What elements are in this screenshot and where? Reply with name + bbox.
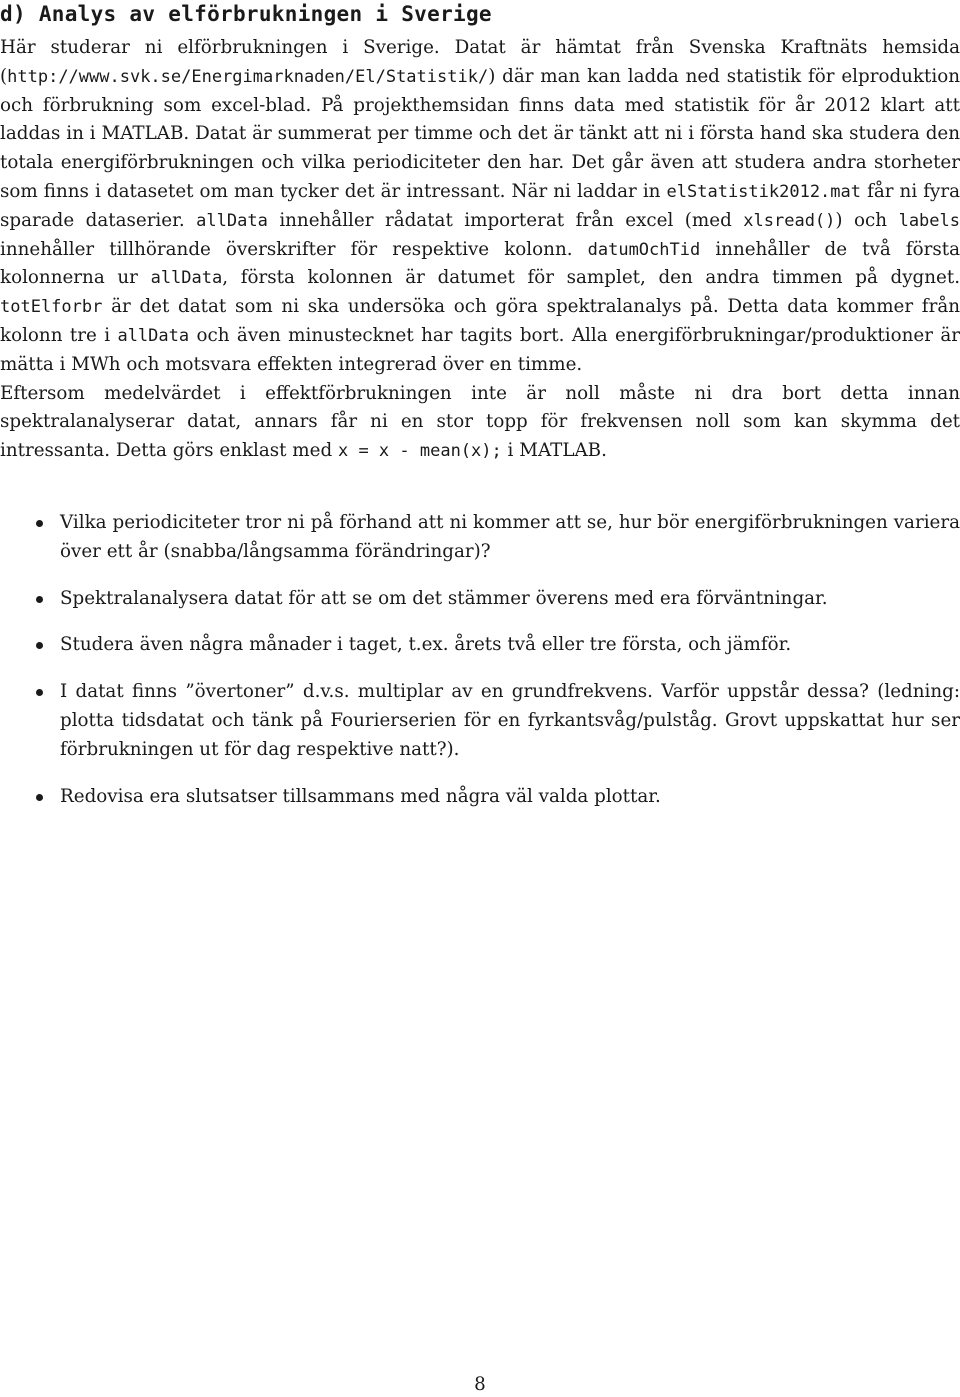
page-number: 8 — [474, 1374, 486, 1395]
list-item — [0, 585, 960, 614]
intro-text: ) där man kan ladda ned statistik för elproduktion och förbrukning som excel-blad. På projekthemsidan finns data med statistik för år 2012 klart att laddas in i MATLAB. Datat är summerat per timme och det är tänkt att ni i första hand ska studera den totala energiförbrukningen och vilka periodiciteter den har. Det går även att studera andra storheter som finns i datasetet om man tycker det är intressant. När ni laddar in — [0, 65, 960, 202]
intro-text: ) och — [835, 209, 899, 231]
list-item-text: Vilka periodiciteter tror ni på förhand att ni kommer att se, hur bör energiförbrukningen variera över ett år (snabba/långsamma förändringar)? — [60, 512, 960, 562]
task-list — [0, 509, 960, 829]
variable-alldata: allData — [150, 268, 223, 289]
paragraph-text: i MATLAB. — [501, 440, 607, 462]
list-item-text: Redovisa era slutsatser tillsammans med några väl valda plottar. — [60, 785, 661, 807]
list-item — [0, 509, 960, 567]
matlab-code-snippet: x = x - mean(x); — [337, 441, 502, 462]
intro-text: är det datat som ni ska undersöka och göra spektralanalys på. Detta data kommer från kolonn tre i — [0, 296, 960, 346]
list-item-text: Spektralanalysera datat för att se om det stämmer överens med era förväntningar. — [60, 587, 828, 609]
variable-datumochtid: datumOchTid — [587, 239, 701, 260]
bullet-icon — [36, 596, 43, 603]
variable-alldata: allData — [117, 325, 190, 346]
intro-text: får ni fyra sparade dataserier. — [0, 180, 960, 231]
list-item-text: Studera även några månader i taget, t.ex. årets två eller tre första, och jämför. — [60, 634, 792, 656]
variable-labels: labels — [898, 210, 960, 231]
mean-removal-paragraph — [0, 380, 960, 466]
bullet-icon — [36, 520, 43, 527]
bullet-icon — [36, 642, 43, 649]
intro-text: innehåller rådatat importerat från excel (med — [267, 209, 744, 231]
paragraph-text: Eftersom medelvärdet i effektförbrukningen inte är noll måste ni dra bort detta innan spektralanalyserar datat, annars får ni en stor topp för frekvensen noll som kan skymma det intressanta. Detta görs enklast med — [0, 382, 960, 462]
section-heading: d) Analys av elförbrukningen i Sverige — [0, 2, 492, 26]
list-item — [0, 678, 960, 764]
data-file-name: elStatistik2012.mat — [666, 181, 861, 202]
list-item — [0, 631, 960, 660]
function-xlsread: xlsread() — [743, 210, 836, 231]
intro-paragraph — [0, 34, 960, 380]
intro-text: och även minustecknet har tagits bort. Alla energiförbrukningar/produktioner är mätta i MWh och motsvara effekten integrerad över en timme. — [0, 324, 960, 375]
bullet-icon — [36, 689, 43, 696]
source-url: http://www.svk.se/Energimarknaden/El/Statistik/ — [7, 66, 489, 87]
intro-text: innehåller tillhörande överskrifter för respektive kolonn. — [0, 238, 588, 260]
bullet-icon — [36, 794, 43, 801]
intro-text: Här studerar ni elförbrukningen i Sverige. Datat är hämtat från Svenska Kraftnäts hemsida ( — [0, 37, 960, 87]
list-item — [0, 783, 960, 812]
intro-text: , första kolonnen är datumet för samplet, den andra timmen på dygnet. — [222, 267, 960, 289]
variable-totelforbr: totElforbr — [0, 297, 103, 318]
body-text — [0, 34, 960, 466]
variable-alldata: allData — [196, 210, 268, 231]
intro-text: innehåller de två första kolonnerna ur — [0, 238, 960, 289]
list-item-text: I datat finns ”övertoner” d.v.s. multiplar av en grundfrekvens. Varför uppstår dessa? (ledning: plotta tidsdatat och tänk på Fourierserien för en fyrkantsvåg/pulståg. Grovt uppskattat hur ser förbrukningen ut för dag respektive natt?). — [60, 681, 960, 760]
